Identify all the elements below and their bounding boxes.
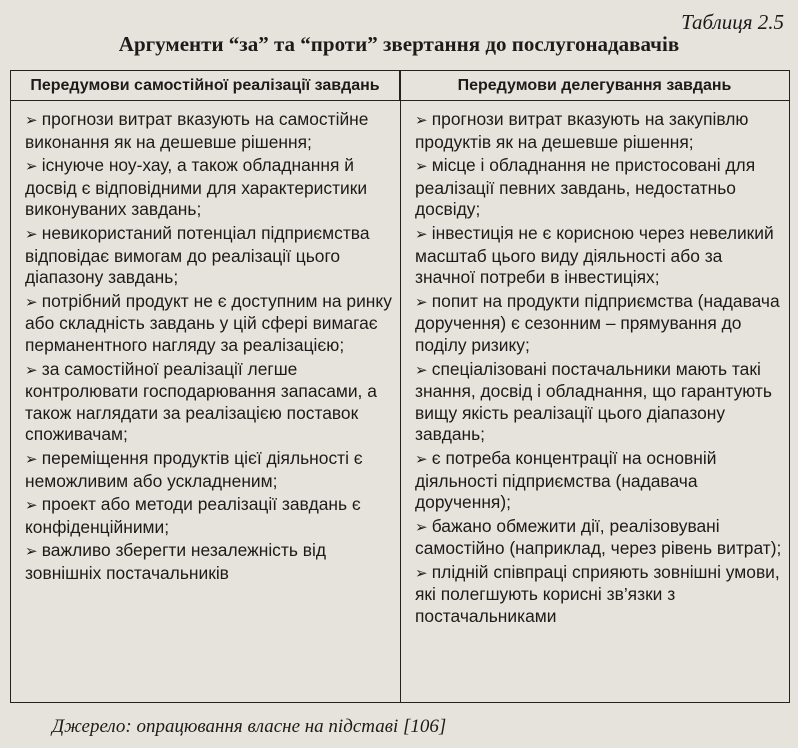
list-item [415,562,783,628]
left-column [25,109,393,586]
arrow-bullet-icon: ➢ [25,450,42,468]
list-item-text: невикористаний потенціал підприємства відповідає вимогам до реалізації цього діапазону завдань; [25,222,370,288]
comparison-table [10,70,790,703]
right-column [415,109,783,630]
arrow-bullet-icon: ➢ [25,361,42,379]
list-item [415,359,783,446]
list-item [415,109,783,153]
arrow-bullet-icon: ➢ [25,293,42,311]
list-item-text: попит на продукти підприємства (надавача доручення) є сезонним – прямування до поділу ризику; [415,290,780,355]
arrow-bullet-icon: ➢ [25,543,42,561]
list-item [415,155,783,221]
list-item [25,109,393,153]
list-item [25,448,393,492]
table-title: Аргументи “за” та “проти” звертання до послугонадавачів [118,32,680,56]
list-item [415,516,783,560]
arrow-bullet-icon: ➢ [415,361,432,379]
list-item-text: спеціалізовані постачальники мають такі знання, досвід і обладнання, що гарантують вищу якість реалізації цього діапазону завдань; [415,358,772,445]
list-item [415,448,783,514]
arrow-bullet-icon: ➢ [415,293,432,311]
list-item [25,291,393,357]
column-divider [400,71,401,702]
arrow-bullet-icon: ➢ [25,112,42,129]
list-item-text: прогнози витрат вказують на самостійне виконання як на дешевше рішення; [25,109,369,152]
list-item-text: плідній співпраці сприяють зовнішні умови, які полегшують корисні зв’язки з постачальниками [415,561,780,627]
list-item-text: існуюче ноу-хау, а також обладнання й досвід є відповідними для характеристики виконуваних завдань; [25,155,368,220]
list-item-text: переміщення продуктів цієї діяльності є неможливим або ускладненим; [25,447,363,491]
list-item-text: прогнози витрат вказують на закупівлю продуктів як на дешевше рішення; [415,109,749,152]
arrow-bullet-icon: ➢ [25,158,42,176]
list-item-text: бажано обмежити дії, реалізовувані самостійно (наприклад, через рівень витрат); [415,515,782,559]
list-item-text: проект або методи реалізації завдань є конфіденційними; [25,494,361,537]
list-item [25,223,393,289]
list-item [415,291,783,357]
list-item-text: за самостійної реалізації легше контролювати господарювання запасами, а також наглядати за реалізацією поставок споживачам; [25,358,377,445]
list-item-text: є потреба концентрації на основній діяльності підприємства (надавача доручення); [415,447,717,513]
list-item-text: місце і обладнання не пристосовані для реалізації певних завдань, недостатньо досвіду; [415,155,756,220]
list-item [25,359,393,446]
list-item-text: важливо зберегти незалежність від зовнішніх постачальників [25,540,326,583]
list-item-text: потрібний продукт не є доступним на ринку або складність завдань у цій сфері вимагає перманентного нагляду за реалізацією; [25,290,392,355]
arrow-bullet-icon: ➢ [415,564,432,582]
arrow-bullet-icon: ➢ [415,225,432,243]
arrow-bullet-icon: ➢ [25,497,42,515]
right-column-header: Передумови делегування завдань [400,71,789,101]
list-item-text: інвестиція не є корисною через невеликий масштаб цього виду діяльності або за значної потреби в інвестиціях; [415,222,774,288]
arrow-bullet-icon: ➢ [25,225,42,243]
arrow-bullet-icon: ➢ [415,112,432,129]
list-item [25,494,393,538]
arrow-bullet-icon: ➢ [415,518,432,536]
table-number: Таблиця 2.5 [681,10,784,34]
list-item [25,540,393,584]
source-note: Джерело: опрацювання власне на підставі [106] [52,716,447,737]
arrow-bullet-icon: ➢ [415,450,432,468]
arrow-bullet-icon: ➢ [415,158,432,176]
list-item [415,223,783,289]
list-item [25,155,393,221]
left-column-header: Передумови самостійної реалізації завдань [11,71,400,101]
